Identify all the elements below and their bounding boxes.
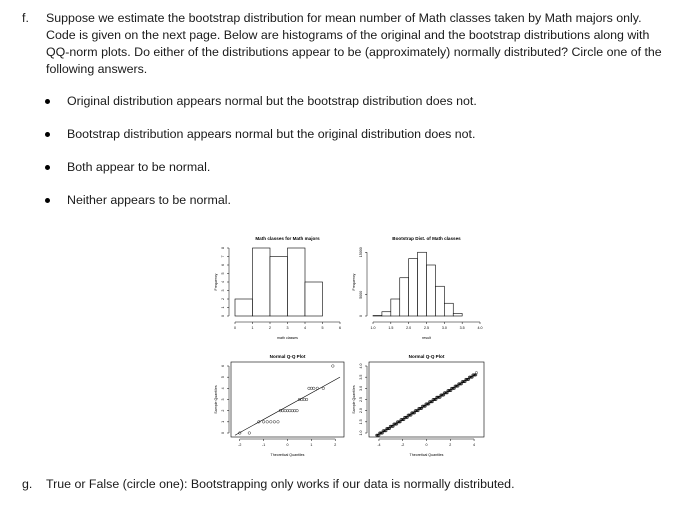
- plot-frame: [231, 362, 344, 437]
- qq-point: [277, 421, 280, 424]
- qq-reference-line: [235, 377, 340, 435]
- option-4-text: Neither appears to be normal.: [67, 193, 231, 207]
- histogram-bar: [427, 265, 436, 316]
- histogram-bar: [444, 303, 453, 316]
- bullet-icon: [45, 198, 50, 203]
- qq-point: [273, 421, 276, 424]
- figure-histograms-qq: [195, 228, 485, 468]
- qq-point: [248, 432, 251, 435]
- bullet-icon: [45, 165, 50, 170]
- option-1-text: Original distribution appears normal but the bootstrap distribution does not.: [67, 94, 477, 108]
- x-tick-label: 2: [449, 443, 452, 447]
- histogram-bar: [270, 257, 288, 317]
- y-tick-label: 0: [359, 315, 363, 317]
- x-tick-label: 2: [269, 326, 271, 330]
- y-tick-label: 5000: [359, 290, 363, 299]
- y-tick-label: 1.0: [359, 430, 363, 436]
- x-tick-label: 4.0: [477, 326, 483, 330]
- x-tick-label: 0: [234, 326, 236, 330]
- x-tick-label: 3.0: [441, 326, 447, 330]
- qq-reference-line: [377, 374, 477, 436]
- x-tick-label: 1: [310, 443, 313, 447]
- qq-point: [266, 421, 269, 424]
- histogram-bar: [235, 299, 253, 316]
- x-tick-label: 3.5: [459, 326, 465, 330]
- y-tick-label: 1: [221, 420, 225, 423]
- histogram-bar: [400, 278, 409, 316]
- y-tick-label: 5: [221, 272, 225, 275]
- question-f-label: f.: [22, 11, 29, 25]
- histogram-bar: [305, 282, 323, 316]
- chart-title: Bootstrap Dist. of Math classes: [392, 236, 461, 241]
- y-tick-label: 6: [221, 264, 225, 266]
- x-tick-label: 5: [321, 326, 324, 330]
- y-tick-label: 1: [221, 306, 225, 309]
- x-tick-label: -2: [401, 443, 405, 447]
- x-tick-label: 2: [334, 443, 337, 447]
- x-tick-label: 2.0: [406, 326, 412, 330]
- y-tick-label: 15000: [359, 247, 363, 258]
- histogram-bar: [382, 312, 391, 316]
- y-tick-label: 3.0: [359, 385, 363, 391]
- x-tick-label: 1.5: [388, 326, 394, 330]
- y-axis-label: Frequency: [214, 273, 218, 291]
- histogram-bar: [288, 248, 306, 316]
- x-axis-label: result: [422, 336, 431, 340]
- x-tick-label: -1: [262, 443, 266, 447]
- plot-frame: [369, 362, 484, 437]
- y-axis-label: Sample Quantiles: [352, 385, 356, 414]
- option-2-text: Bootstrap distribution appears normal but the original distribution does not.: [67, 127, 476, 141]
- question-g-text: True or False (circle one): Bootstrapping only works if our data is normally distributed.: [46, 477, 515, 491]
- x-tick-label: 3: [286, 326, 289, 330]
- x-tick-label: 4: [304, 326, 306, 330]
- y-tick-label: 2: [221, 409, 225, 412]
- y-tick-label: 4: [221, 387, 225, 390]
- y-axis-label: Frequency: [352, 273, 356, 291]
- question-f-text: Suppose we estimate the bootstrap distribution for mean number of Math classes taken by Math majors only. Code is given on the next page. Below are histograms of the original and the bootstrap distributions along with QQ-norm plots. Do either of the distributions appear to be (approximately) normally distributed? Circle one of the following answers.: [46, 11, 662, 76]
- histogram-bar: [453, 313, 462, 316]
- y-tick-label: 2.5: [359, 397, 363, 402]
- y-tick-label: 3: [221, 398, 225, 401]
- x-tick-label: 6: [339, 326, 341, 330]
- y-tick-label: 3.5: [359, 374, 363, 380]
- y-tick-label: 7: [221, 255, 225, 258]
- y-axis-label: Sample Quantiles: [214, 385, 218, 414]
- qq-point: [262, 421, 265, 424]
- qq-point: [332, 365, 335, 368]
- y-tick-label: 2.0: [359, 408, 363, 414]
- y-tick-label: 0: [221, 432, 225, 434]
- x-tick-label: 1: [251, 326, 254, 330]
- x-tick-label: 0: [425, 443, 428, 447]
- y-tick-label: 8: [221, 247, 225, 249]
- x-tick-label: 4: [473, 443, 476, 447]
- y-tick-label: 2: [221, 298, 225, 300]
- option-3-text: Both appear to be normal.: [67, 160, 211, 174]
- histogram-bar: [391, 299, 400, 316]
- y-tick-label: 1.5: [359, 419, 363, 425]
- histogram-bar: [418, 252, 427, 316]
- bullet-icon: [45, 99, 50, 104]
- qq-point: [475, 372, 477, 374]
- bullet-icon: [45, 132, 50, 137]
- x-axis-label: Theoretical Quantiles: [409, 453, 444, 457]
- histogram-bar: [435, 286, 444, 316]
- histogram-bar: [253, 248, 271, 316]
- histogram-bar: [409, 259, 418, 316]
- chart-title: Normal Q-Q Plot: [269, 354, 306, 359]
- chart-title: Math classes for Math majors: [255, 236, 320, 241]
- x-tick-label: -2: [238, 443, 242, 447]
- qq-point: [269, 421, 272, 424]
- x-axis-label: Theoretical Quantiles: [270, 453, 305, 457]
- x-tick-label: 0: [286, 443, 289, 447]
- question-g-label: g.: [22, 477, 33, 491]
- y-tick-label: 3: [221, 289, 225, 292]
- y-tick-label: 6: [221, 365, 225, 367]
- chart-title: Normal Q-Q Plot: [408, 354, 445, 359]
- x-tick-label: 2.5: [424, 326, 429, 330]
- y-tick-label: 4.0: [359, 363, 363, 369]
- x-tick-label: 1.0: [370, 326, 376, 330]
- x-tick-label: -4: [377, 443, 381, 447]
- x-axis-label: math classes: [277, 336, 298, 340]
- y-tick-label: 4: [221, 281, 225, 283]
- y-tick-label: 5: [221, 376, 225, 379]
- qq-point: [322, 387, 325, 390]
- y-tick-label: 0: [221, 315, 225, 317]
